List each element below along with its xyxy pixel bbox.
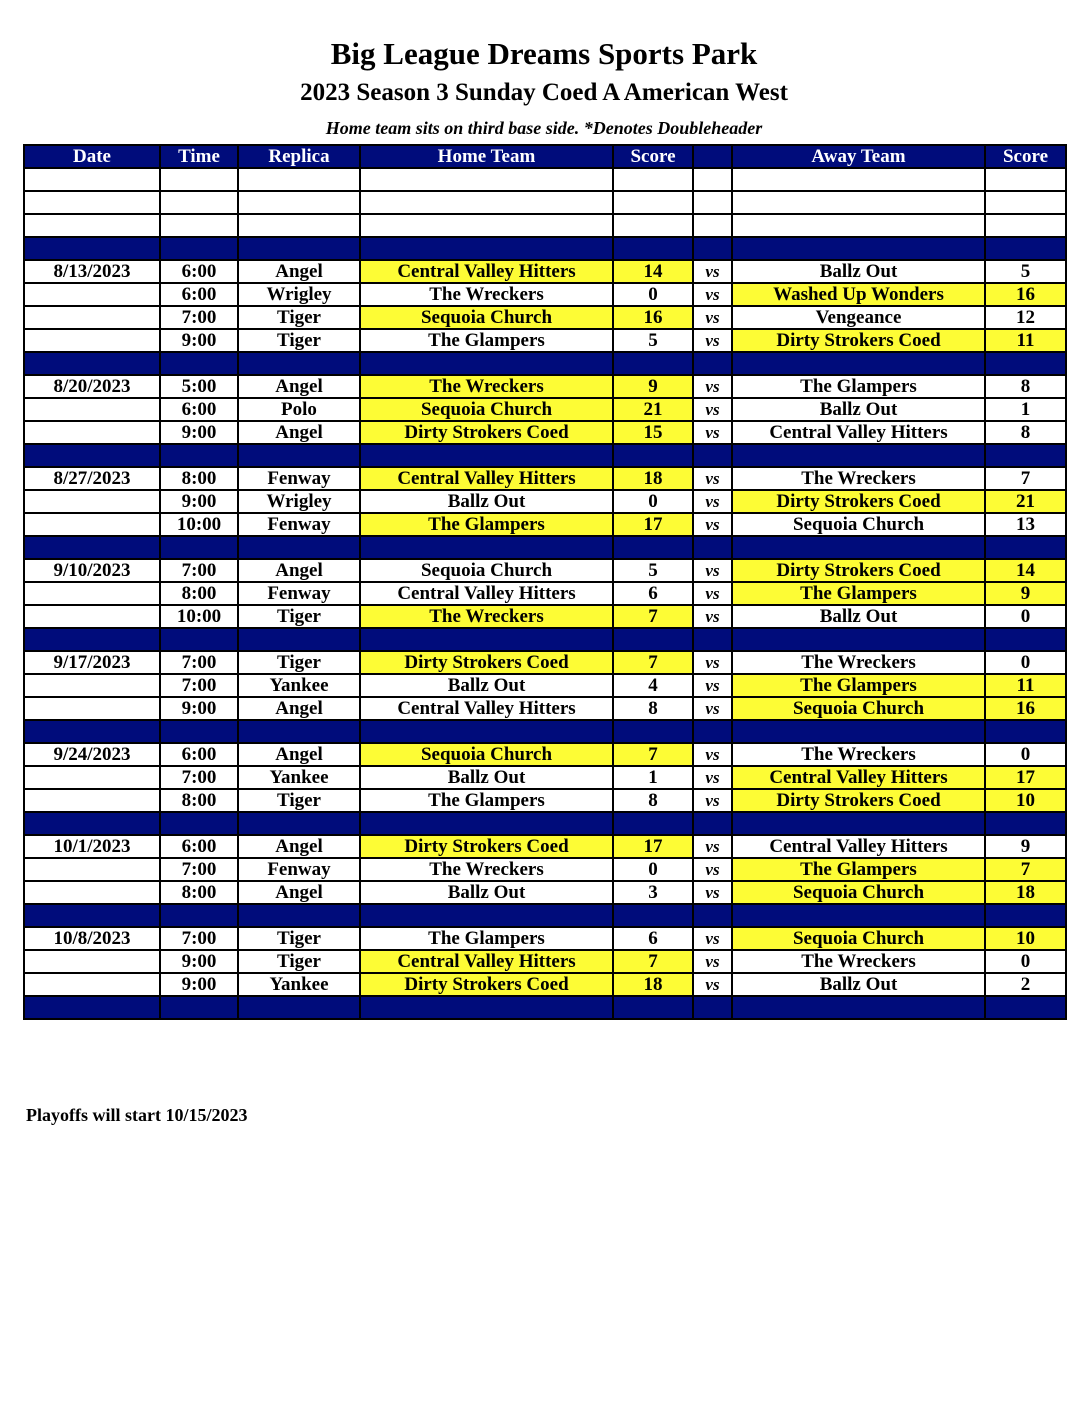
home-score: 18 (613, 973, 693, 996)
week-separator-row (24, 237, 1066, 260)
vs-label: vs (693, 513, 732, 536)
away-score: 11 (985, 329, 1066, 352)
game-time: 9:00 (160, 973, 238, 996)
game-field: Tiger (238, 306, 360, 329)
home-score: 5 (613, 329, 693, 352)
home-score: 8 (613, 697, 693, 720)
home-team: Central Valley Hitters (360, 697, 613, 720)
empty-row (24, 214, 1066, 237)
home-score: 7 (613, 743, 693, 766)
away-score: 2 (985, 973, 1066, 996)
away-team: Ballz Out (732, 398, 985, 421)
empty-row (24, 168, 1066, 191)
home-score: 6 (613, 582, 693, 605)
game-date: 9/24/2023 (24, 743, 160, 766)
game-time: 6:00 (160, 260, 238, 283)
game-row (24, 697, 1066, 720)
away-score: 21 (985, 490, 1066, 513)
home-score: 9 (613, 375, 693, 398)
week-separator-row (24, 628, 1066, 651)
game-time: 6:00 (160, 835, 238, 858)
week-separator-row (24, 812, 1066, 835)
game-time: 7:00 (160, 927, 238, 950)
home-team: The Glampers (360, 789, 613, 812)
game-time: 9:00 (160, 421, 238, 444)
home-score: 0 (613, 283, 693, 306)
away-team: Dirty Strokers Coed (732, 490, 985, 513)
col-header-replica: Replica (238, 145, 360, 168)
away-team: Dirty Strokers Coed (732, 789, 985, 812)
game-row (24, 674, 1066, 697)
vs-label: vs (693, 467, 732, 490)
home-score: 17 (613, 835, 693, 858)
game-row (24, 858, 1066, 881)
away-score: 16 (985, 283, 1066, 306)
game-row (24, 490, 1066, 513)
game-date: 8/20/2023 (24, 375, 160, 398)
game-time: 7:00 (160, 559, 238, 582)
home-team: Central Valley Hitters (360, 950, 613, 973)
away-score: 14 (985, 559, 1066, 582)
game-time: 5:00 (160, 375, 238, 398)
vs-label: vs (693, 766, 732, 789)
home-score: 1 (613, 766, 693, 789)
vs-label: vs (693, 835, 732, 858)
game-field: Angel (238, 421, 360, 444)
game-row (24, 950, 1066, 973)
home-score: 15 (613, 421, 693, 444)
away-score: 13 (985, 513, 1066, 536)
home-score: 0 (613, 490, 693, 513)
col-header-home-score: Score (613, 145, 693, 168)
game-time: 10:00 (160, 513, 238, 536)
away-team: The Wreckers (732, 743, 985, 766)
game-row (24, 881, 1066, 904)
game-time: 10:00 (160, 605, 238, 628)
away-score: 0 (985, 651, 1066, 674)
away-team: Vengeance (732, 306, 985, 329)
vs-label: vs (693, 651, 732, 674)
away-team: Central Valley Hitters (732, 835, 985, 858)
vs-label: vs (693, 260, 732, 283)
home-team: Central Valley Hitters (360, 582, 613, 605)
away-score: 9 (985, 835, 1066, 858)
game-time: 9:00 (160, 329, 238, 352)
game-field: Yankee (238, 973, 360, 996)
game-field: Tiger (238, 950, 360, 973)
game-field: Tiger (238, 927, 360, 950)
away-team: Dirty Strokers Coed (732, 559, 985, 582)
away-score: 17 (985, 766, 1066, 789)
game-time: 6:00 (160, 743, 238, 766)
game-date (24, 582, 160, 605)
game-date (24, 973, 160, 996)
home-score: 7 (613, 950, 693, 973)
away-score: 0 (985, 605, 1066, 628)
home-score: 7 (613, 605, 693, 628)
home-score: 18 (613, 467, 693, 490)
away-team: Ballz Out (732, 973, 985, 996)
game-date: 9/10/2023 (24, 559, 160, 582)
away-score: 10 (985, 927, 1066, 950)
col-header-time: Time (160, 145, 238, 168)
game-time: 6:00 (160, 398, 238, 421)
vs-label: vs (693, 559, 732, 582)
vs-label: vs (693, 697, 732, 720)
away-score: 7 (985, 858, 1066, 881)
game-field: Fenway (238, 513, 360, 536)
home-team: Central Valley Hitters (360, 467, 613, 490)
game-date: 9/17/2023 (24, 651, 160, 674)
home-team: Ballz Out (360, 674, 613, 697)
game-field: Angel (238, 559, 360, 582)
game-time: 7:00 (160, 306, 238, 329)
week-separator-row (24, 352, 1066, 375)
game-field: Angel (238, 743, 360, 766)
away-score: 9 (985, 582, 1066, 605)
home-score: 16 (613, 306, 693, 329)
away-score: 12 (985, 306, 1066, 329)
schedule-note: Home team sits on third base side. *Denotes Doubleheader (325, 118, 763, 138)
game-date (24, 697, 160, 720)
away-score: 5 (985, 260, 1066, 283)
game-row (24, 605, 1066, 628)
away-team: The Wreckers (732, 950, 985, 973)
home-score: 17 (613, 513, 693, 536)
game-date: 10/1/2023 (24, 835, 160, 858)
week-separator-row (24, 720, 1066, 743)
game-date (24, 881, 160, 904)
game-date (24, 490, 160, 513)
vs-label: vs (693, 858, 732, 881)
game-time: 7:00 (160, 651, 238, 674)
away-team: The Glampers (732, 674, 985, 697)
game-date: 8/27/2023 (24, 467, 160, 490)
away-team: The Glampers (732, 582, 985, 605)
game-field: Yankee (238, 674, 360, 697)
vs-label: vs (693, 421, 732, 444)
home-team: Sequoia Church (360, 743, 613, 766)
game-date (24, 950, 160, 973)
game-row (24, 559, 1066, 582)
home-team: Ballz Out (360, 490, 613, 513)
game-date (24, 421, 160, 444)
home-score: 6 (613, 927, 693, 950)
game-date (24, 283, 160, 306)
home-score: 21 (613, 398, 693, 421)
col-header-vs (693, 145, 732, 168)
home-team: Central Valley Hitters (360, 260, 613, 283)
game-field: Angel (238, 260, 360, 283)
vs-label: vs (693, 375, 732, 398)
game-row (24, 306, 1066, 329)
game-row (24, 766, 1066, 789)
playoffs-note: Playoffs will start 10/15/2023 (26, 1105, 248, 1125)
game-time: 8:00 (160, 881, 238, 904)
away-team: Sequoia Church (732, 927, 985, 950)
game-row (24, 835, 1066, 858)
game-field: Angel (238, 835, 360, 858)
game-date: 8/13/2023 (24, 260, 160, 283)
game-row (24, 582, 1066, 605)
empty-row (24, 191, 1066, 214)
vs-label: vs (693, 789, 732, 812)
vs-label: vs (693, 582, 732, 605)
away-team: The Wreckers (732, 651, 985, 674)
game-row (24, 283, 1066, 306)
away-score: 8 (985, 375, 1066, 398)
home-team: The Wreckers (360, 858, 613, 881)
home-team: Ballz Out (360, 881, 613, 904)
away-team: Ballz Out (732, 260, 985, 283)
game-field: Yankee (238, 766, 360, 789)
home-team: Ballz Out (360, 766, 613, 789)
game-row (24, 421, 1066, 444)
game-field: Wrigley (238, 283, 360, 306)
game-row (24, 927, 1066, 950)
home-score: 0 (613, 858, 693, 881)
game-field: Polo (238, 398, 360, 421)
game-time: 8:00 (160, 582, 238, 605)
schedule-table (23, 144, 1067, 1020)
page-title: Big League Dreams Sports Park (330, 36, 758, 71)
home-team: Sequoia Church (360, 306, 613, 329)
away-team: The Glampers (732, 375, 985, 398)
vs-label: vs (693, 881, 732, 904)
game-time: 8:00 (160, 467, 238, 490)
away-team: The Wreckers (732, 467, 985, 490)
away-score: 8 (985, 421, 1066, 444)
away-team: Washed Up Wonders (732, 283, 985, 306)
game-row (24, 789, 1066, 812)
game-field: Tiger (238, 605, 360, 628)
col-header-home-team: Home Team (360, 145, 613, 168)
vs-label: vs (693, 927, 732, 950)
home-score: 7 (613, 651, 693, 674)
home-team: The Glampers (360, 513, 613, 536)
game-time: 6:00 (160, 283, 238, 306)
vs-label: vs (693, 329, 732, 352)
away-score: 7 (985, 467, 1066, 490)
vs-label: vs (693, 283, 732, 306)
away-score: 16 (985, 697, 1066, 720)
game-time: 8:00 (160, 789, 238, 812)
away-score: 0 (985, 950, 1066, 973)
week-separator-row (24, 536, 1066, 559)
game-date (24, 605, 160, 628)
home-team: The Wreckers (360, 375, 613, 398)
home-score: 14 (613, 260, 693, 283)
away-score: 11 (985, 674, 1066, 697)
game-date (24, 789, 160, 812)
game-row (24, 973, 1066, 996)
vs-label: vs (693, 306, 732, 329)
game-field: Angel (238, 697, 360, 720)
col-header-away-score: Score (985, 145, 1066, 168)
away-score: 18 (985, 881, 1066, 904)
week-separator-row (24, 904, 1066, 927)
game-time: 9:00 (160, 950, 238, 973)
home-score: 3 (613, 881, 693, 904)
vs-label: vs (693, 743, 732, 766)
table-header-row (24, 145, 1066, 168)
game-field: Fenway (238, 858, 360, 881)
game-field: Tiger (238, 329, 360, 352)
home-team: The Glampers (360, 329, 613, 352)
game-row (24, 467, 1066, 490)
home-team: The Wreckers (360, 605, 613, 628)
game-row (24, 375, 1066, 398)
vs-label: vs (693, 490, 732, 513)
game-date (24, 306, 160, 329)
game-time: 7:00 (160, 858, 238, 881)
vs-label: vs (693, 973, 732, 996)
game-field: Fenway (238, 467, 360, 490)
schedule-body (24, 168, 1066, 1019)
col-header-date: Date (24, 145, 160, 168)
game-date (24, 766, 160, 789)
week-separator-row (24, 996, 1066, 1019)
game-row (24, 398, 1066, 421)
game-date (24, 513, 160, 536)
game-date: 10/8/2023 (24, 927, 160, 950)
away-team: Sequoia Church (732, 881, 985, 904)
home-score: 8 (613, 789, 693, 812)
home-team: Dirty Strokers Coed (360, 973, 613, 996)
away-team: Sequoia Church (732, 513, 985, 536)
home-team: The Wreckers (360, 283, 613, 306)
vs-label: vs (693, 674, 732, 697)
game-row (24, 329, 1066, 352)
game-field: Wrigley (238, 490, 360, 513)
game-row (24, 651, 1066, 674)
away-team: Ballz Out (732, 605, 985, 628)
game-field: Tiger (238, 789, 360, 812)
vs-label: vs (693, 398, 732, 421)
home-team: Dirty Strokers Coed (360, 421, 613, 444)
home-score: 4 (613, 674, 693, 697)
home-team: Dirty Strokers Coed (360, 651, 613, 674)
away-team: The Glampers (732, 858, 985, 881)
game-date (24, 858, 160, 881)
vs-label: vs (693, 605, 732, 628)
away-score: 0 (985, 743, 1066, 766)
game-time: 9:00 (160, 697, 238, 720)
away-team: Dirty Strokers Coed (732, 329, 985, 352)
game-row (24, 260, 1066, 283)
game-field: Angel (238, 881, 360, 904)
home-team: Sequoia Church (360, 398, 613, 421)
away-team: Sequoia Church (732, 697, 985, 720)
col-header-away-team: Away Team (732, 145, 985, 168)
game-time: 9:00 (160, 490, 238, 513)
home-team: Sequoia Church (360, 559, 613, 582)
game-field: Fenway (238, 582, 360, 605)
home-team: The Glampers (360, 927, 613, 950)
game-field: Tiger (238, 651, 360, 674)
game-date (24, 329, 160, 352)
away-team: Central Valley Hitters (732, 766, 985, 789)
game-time: 7:00 (160, 766, 238, 789)
game-date (24, 674, 160, 697)
page-subtitle: 2023 Season 3 Sunday Coed A American West (300, 79, 788, 106)
game-date (24, 398, 160, 421)
game-time: 7:00 (160, 674, 238, 697)
away-score: 10 (985, 789, 1066, 812)
home-score: 5 (613, 559, 693, 582)
game-field: Angel (238, 375, 360, 398)
week-separator-row (24, 444, 1066, 467)
game-row (24, 743, 1066, 766)
away-score: 1 (985, 398, 1066, 421)
away-team: Central Valley Hitters (732, 421, 985, 444)
vs-label: vs (693, 950, 732, 973)
home-team: Dirty Strokers Coed (360, 835, 613, 858)
game-row (24, 513, 1066, 536)
